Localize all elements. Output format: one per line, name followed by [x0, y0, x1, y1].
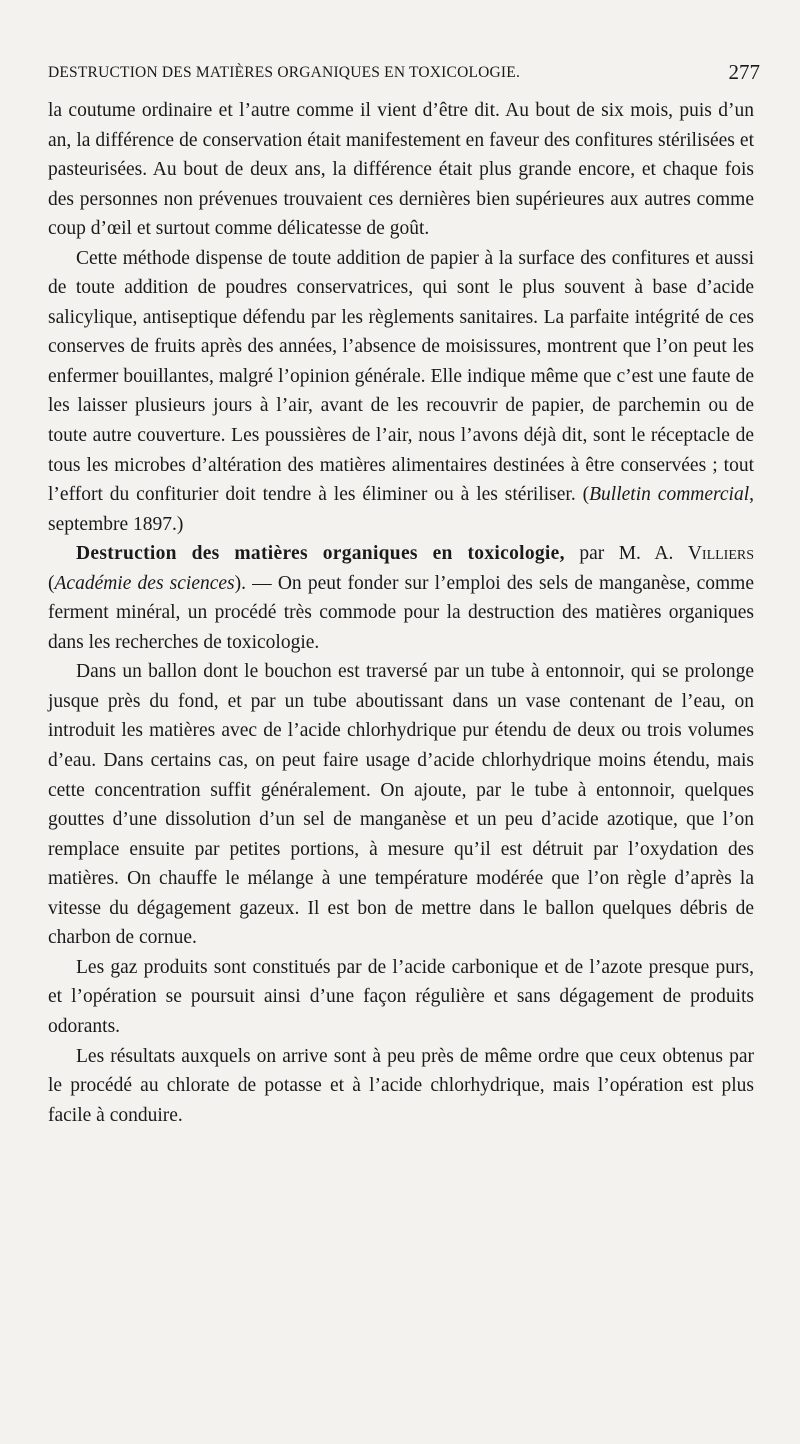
- running-head: DESTRUCTION DES MATIÈRES ORGANIQUES EN TOXICOLOGIE.: [48, 64, 521, 81]
- article-destruction: [48, 539, 754, 657]
- paragraph-ballon: [48, 657, 754, 952]
- paragraph-confitures-end: [48, 96, 754, 244]
- paragraph-text: On peut fonder sur l’emploi des sels de manganèse, comme ferment minéral, un procédé très commode pour la destruction des matières organiques dans les recherches de toxicologie.: [48, 572, 754, 653]
- author-name: Villiers: [687, 543, 755, 565]
- paragraph-methode: [48, 244, 754, 539]
- page-header: [34, 60, 764, 90]
- paragraph-text: Les résultats auxquels on arrive sont à peu près de même ordre que ceux obtenus par le procédé au chlorate de potasse et à l’acide chlorhydrique, mais l’opération est plus facile à conduire.: [48, 1045, 754, 1126]
- source-open: (: [48, 572, 55, 594]
- source-close: ). —: [234, 572, 278, 594]
- paragraph-text: Dans un ballon dont le bouchon est traversé par un tube à entonnoir, qui se prolonge jusque près du fond, et par un tube aboutissant dans un vase contenant de l’eau, on introduit les matières avec de l’acide chlorhydrique pur étendu de deux ou trois volumes d’eau. Dans certains cas, on peut faire usage d’acide chlorhydrique moins étendu, mais cette concentration suffit généralement. On ajoute, par le tube à entonnoir, quelques gouttes d’une dissolution d’un sel de manganèse et un peu d’acide azotique, que l’on remplace ensuite par petites portions, à mesure qu’il est détruit par l’oxydation des matières. On chauffe le mélange à une température modérée que l’on règle d’après la vitesse du dégagement gazeux. Il est bon de mettre dans le ballon quelques débris de charbon de cornue.: [48, 661, 754, 949]
- citation-date: , septembre 1897.): [48, 484, 754, 535]
- citation-open: (: [582, 484, 590, 506]
- paragraph-resultats: [48, 1042, 754, 1131]
- paragraph-text: Les gaz produits sont constitués par de l’acide carbonique et de l’azote presque purs, et l’opération se poursuit ainsi d’une façon régulière et sans dégagement de produits odorants.: [48, 956, 754, 1037]
- paragraph-text: la coutume ordinaire et l’autre comme il vient d’être dit. Au bout de six mois, puis d’un an, la différence de conservation était manifestement en faveur des confitures stérilisées et pasteurisées. Au bout de deux ans, la différence était plus grande encore, et chaque fois des personnes non prévenues trouvaient ces dernières bien supérieures aux autres comme coup d’œil et surtout comme délicatesse de goût.: [48, 100, 754, 240]
- author-prefix: par M. A.: [579, 543, 688, 565]
- page-number: 277: [728, 60, 760, 84]
- paragraph-text: Cette méthode dispense de toute addition de papier à la surface des confitures et aussi de toute addition de poudres conservatrices, qui sont le plus souvent à base d’acide salicylique, antiseptique défendu par les règlements sanitaires. La parfaite intégrité de ces conserves de fruits après des années, l’absence de moisissures, montrent que l’on peut les enfermer bouillantes, malgré l’opinion générale. Elle indique même que c’est une faute de les laisser plusieurs jours à l’air, avant de les recouvrir de papier, de parchemin ou de toute autre couverture. Les poussières de l’air, nous l’avons déjà dit, sont le réceptacle de tous les microbes d’altération des matières alimentaires destinées à être conservées ; tout l’effort du confiturier doit tendre à les éliminer ou à les stériliser.: [48, 247, 754, 506]
- source-name: Académie des sciences: [54, 572, 235, 594]
- article-title: Destruction des matières organiques en toxicologie,: [76, 543, 565, 565]
- citation-source: Bulletin commercial: [589, 484, 750, 506]
- body-text: [48, 96, 754, 1130]
- paragraph-gaz: [48, 953, 754, 1042]
